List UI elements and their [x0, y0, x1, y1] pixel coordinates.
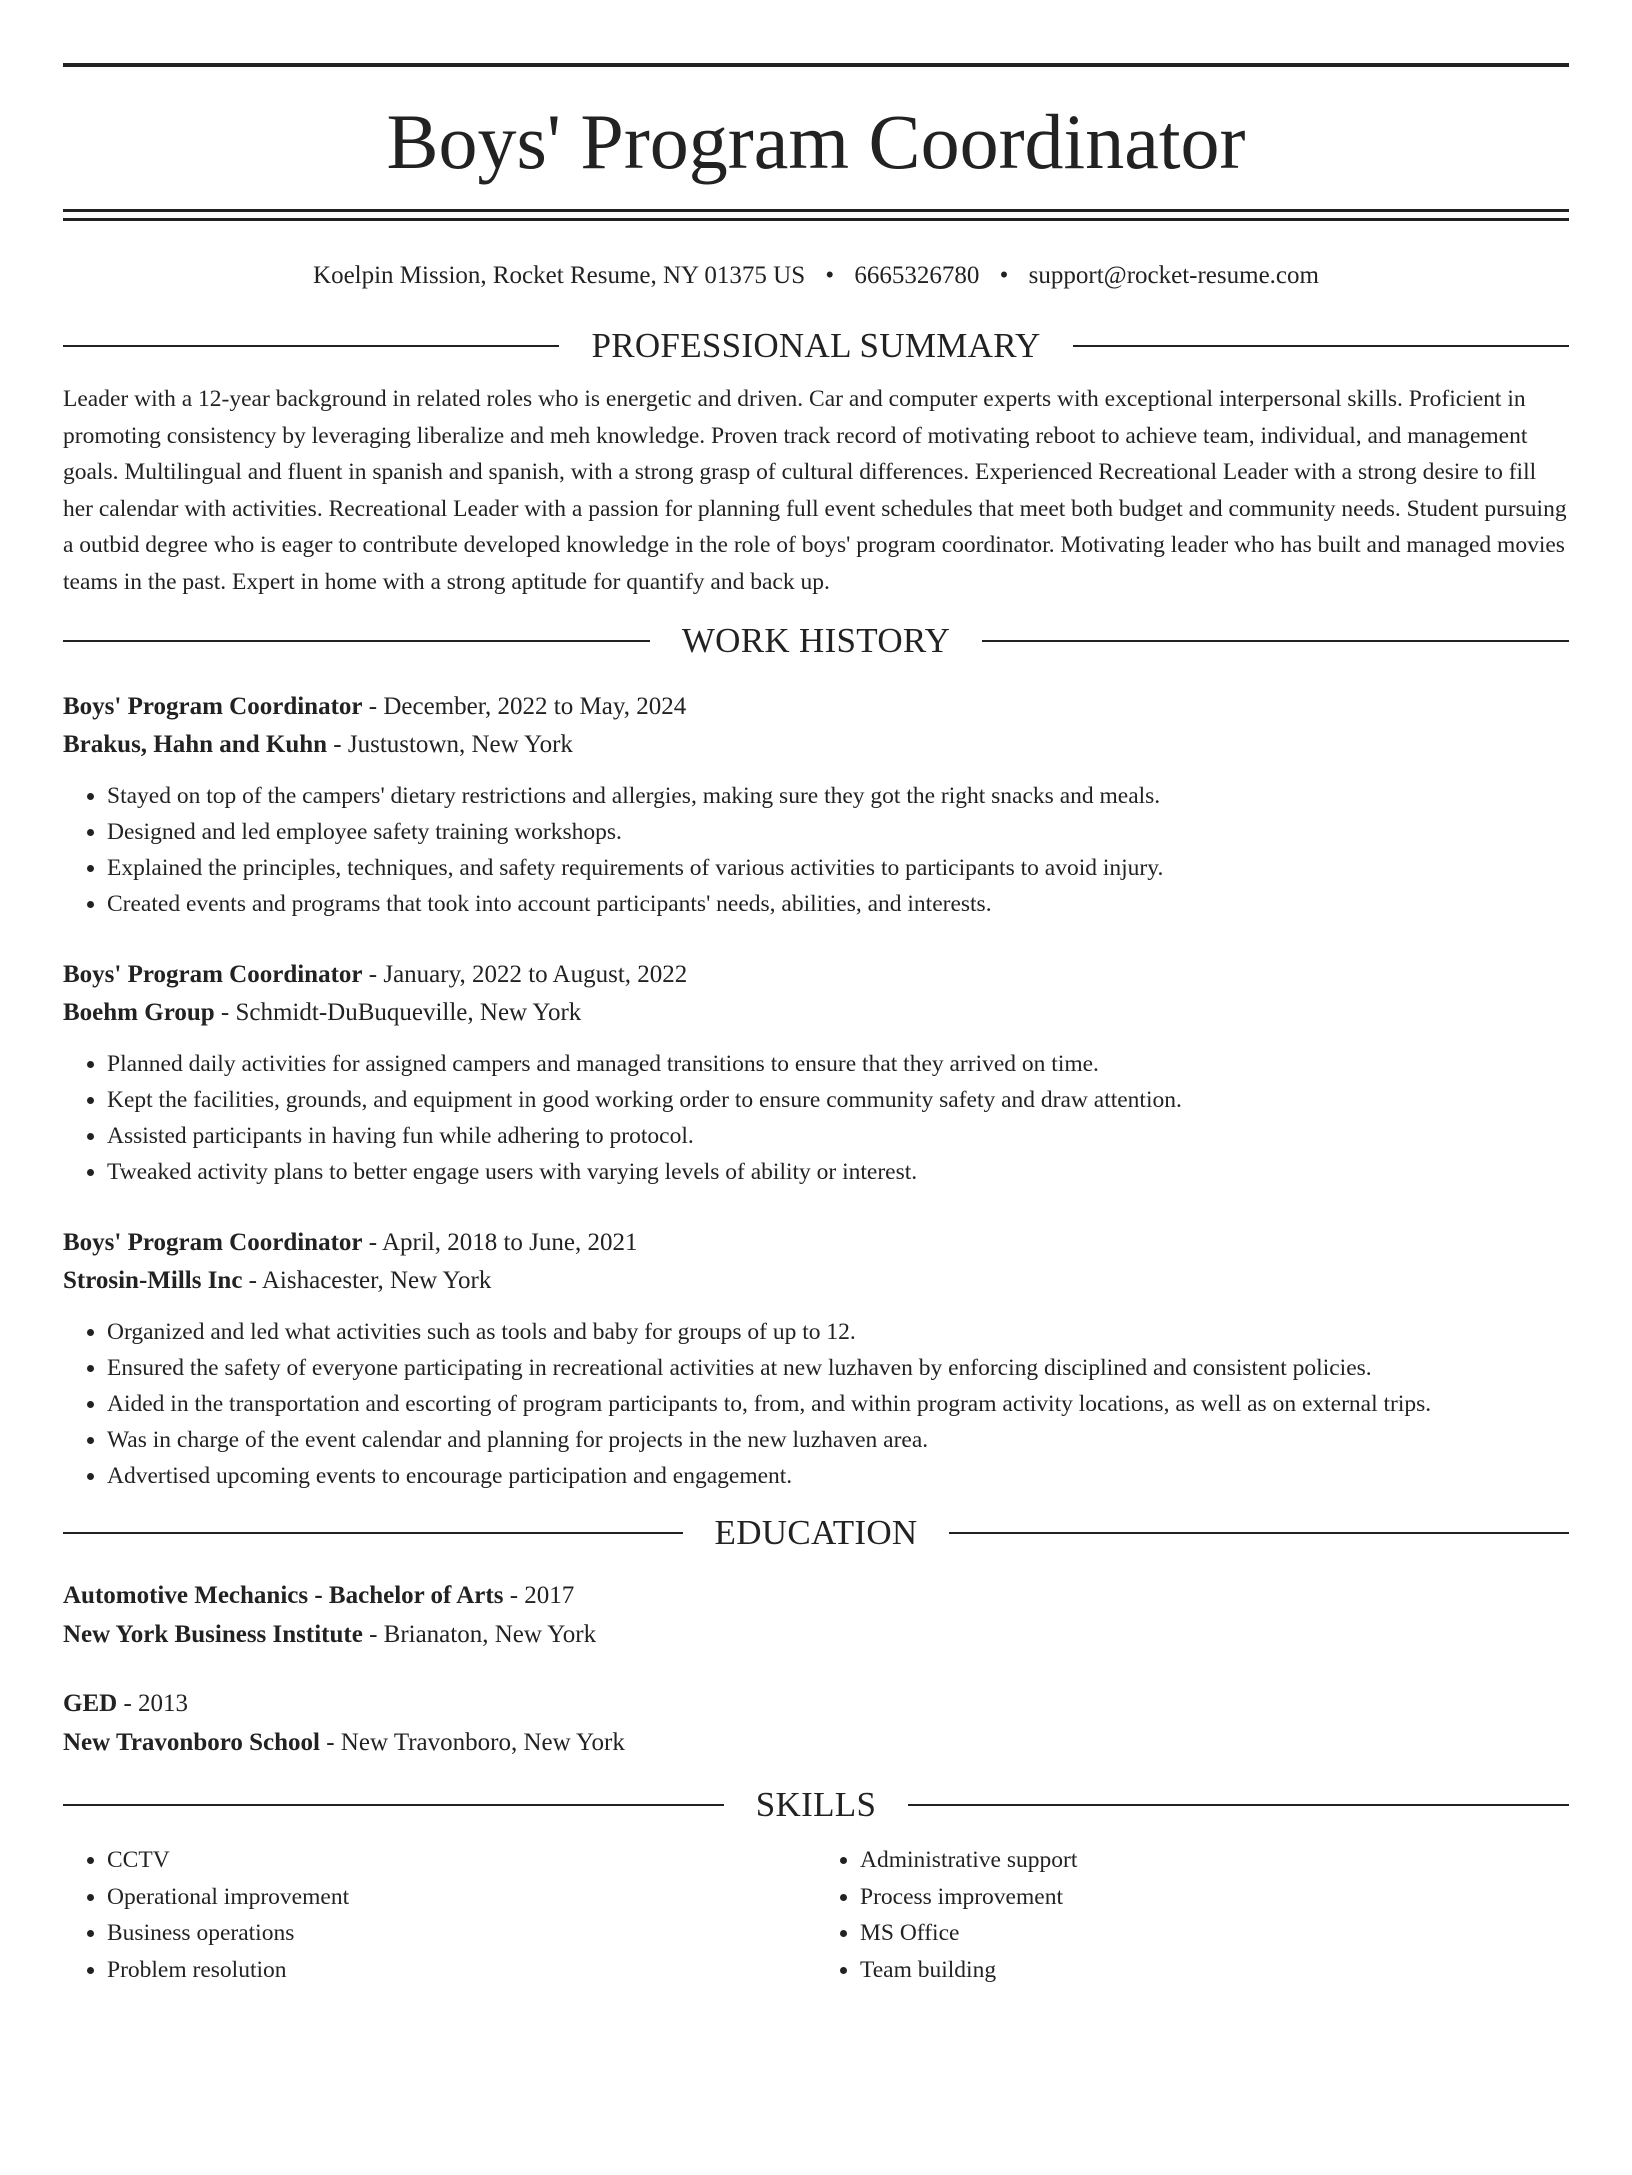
job-location: - Aishacester, New York: [242, 1267, 492, 1294]
list-item: • Process improvement: [860, 1879, 1569, 1916]
school-location: - Brianaton, New York: [362, 1621, 597, 1648]
skills-list: [63, 1842, 1569, 1988]
skills-column-right: [816, 1842, 1569, 1988]
list-item: • Problem resolution: [107, 1952, 816, 1989]
section-title: SKILLS: [755, 1785, 877, 1824]
contact-separator: •: [999, 262, 1009, 289]
degree-line: [63, 1576, 1569, 1615]
heading-rule: [63, 1532, 683, 1534]
list-item: • Organized and led what activities such as tools and baby for groups of up to 12.: [107, 1314, 1569, 1350]
section-heading-skills: [63, 1782, 1569, 1828]
contact-email: support@rocket-resume.com: [1028, 262, 1319, 289]
job-company: Brakus, Hahn and Kuhn: [63, 731, 328, 758]
section-title: WORK HISTORY: [681, 621, 951, 660]
heading-rule: [63, 1804, 724, 1806]
list-item: • Aided in the transportation and escorting of program participants to, from, and within program activity locations, as well as on external trips.: [107, 1386, 1569, 1422]
education-entry: [63, 1576, 1569, 1654]
school: New Travonboro School: [63, 1729, 320, 1756]
job-title-line: [63, 1224, 1569, 1262]
degree: GED: [63, 1690, 118, 1717]
degree-line: [63, 1684, 1569, 1723]
job-title: Boys' Program Coordinator: [63, 1229, 363, 1256]
list-item: • Ensured the safety of everyone participating in recreational activities at new luzhaven by enforcing disciplined and consistent policies.: [107, 1350, 1569, 1386]
contact-phone: 6665326780: [854, 262, 980, 289]
school-location: - New Travonboro, New York: [319, 1729, 625, 1756]
list-item: • Planned daily activities for assigned campers and managed transitions to ensure that they arrived on time.: [107, 1046, 1569, 1082]
heading-rule: [1073, 345, 1569, 347]
list-item: • Business operations: [107, 1915, 816, 1952]
top-rule: [63, 63, 1569, 67]
school: New York Business Institute: [63, 1621, 363, 1648]
contact-separator: •: [825, 262, 835, 289]
job-title: Boys' Program Coordinator: [63, 693, 363, 720]
job-bullets: [63, 1046, 1569, 1190]
school-line: [63, 1723, 1569, 1762]
job-entry: [63, 1224, 1569, 1494]
page-title: Boys' Program Coordinator: [386, 98, 1246, 185]
job-bullets: [63, 1314, 1569, 1494]
job-company-line: [63, 1262, 1569, 1300]
list-item: • Team building: [860, 1952, 1569, 1989]
list-item: • Explained the principles, techniques, and safety requirements of various activities to participants to avoid injury.: [107, 850, 1569, 886]
degree-year: - 2017: [503, 1582, 575, 1609]
list-item: • Assisted participants in having fun while adhering to protocol.: [107, 1118, 1569, 1154]
list-item: • Administrative support: [860, 1842, 1569, 1879]
heading-rule: [63, 345, 559, 347]
job-title-line: [63, 956, 1569, 994]
list-item: • Created events and programs that took into account participants' needs, abilities, and interests.: [107, 886, 1569, 922]
section-title: PROFESSIONAL SUMMARY: [591, 326, 1041, 365]
heading-rule: [949, 1532, 1569, 1534]
job-bullets: [63, 778, 1569, 922]
school-line: [63, 1615, 1569, 1654]
job-dates: - December, 2022 to May, 2024: [362, 693, 687, 720]
contact-line: [63, 259, 1569, 293]
job-location: - Schmidt-DuBuqueville, New York: [214, 999, 582, 1026]
degree-year: - 2013: [117, 1690, 189, 1717]
list-item: • Kept the facilities, grounds, and equipment in good working order to ensure community safety and draw attention.: [107, 1082, 1569, 1118]
list-item: • Stayed on top of the campers' dietary restrictions and allergies, making sure they got the right snacks and meals.: [107, 778, 1569, 814]
summary-text: Leader with a 12-year background in related roles who is energetic and driven. Car and computer experts with exceptional interpersonal skills. Proficient in promoting consistency by leveraging liberalize and meh knowledge. Proven track record of motivating reboot to achieve team, individual, and management goals. Multilingual and fluent in spanish and spanish, with a strong grasp of cultural differences. Experienced Recreational Leader with a strong desire to fill her calendar with activities. Recreational Leader with a passion for planning full event schedules that meet both budget and community needs. Student pursuing a outbid degree who is eager to contribute developed knowledge in the role of boys' program coordinator. Motivating leader who has built and managed movies teams in the past. Expert in home with a strong aptitude for quantify and back up.: [63, 386, 1567, 595]
title-double-rule: [63, 209, 1569, 221]
list-item: • CCTV: [107, 1842, 816, 1879]
list-item: • Operational improvement: [107, 1879, 816, 1916]
section-heading-work: [63, 618, 1569, 664]
degree: Automotive Mechanics - Bachelor of Arts: [63, 1582, 504, 1609]
job-title-line: [63, 688, 1569, 726]
job-company: Boehm Group: [63, 999, 215, 1026]
section-heading-education: [63, 1510, 1569, 1556]
resume-page: [0, 63, 1632, 2175]
job-location: - Justustown, New York: [327, 731, 573, 758]
section-title: EDUCATION: [714, 1513, 918, 1552]
job-title: Boys' Program Coordinator: [63, 961, 363, 988]
skills-column-left: [63, 1842, 816, 1988]
job-company-line: [63, 726, 1569, 764]
job-dates: - April, 2018 to June, 2021: [362, 1229, 638, 1256]
heading-rule: [908, 1804, 1569, 1806]
section-heading-summary: [63, 323, 1569, 369]
job-entry: [63, 956, 1569, 1190]
heading-rule: [982, 640, 1569, 642]
heading-rule: [63, 640, 650, 642]
job-entry: [63, 688, 1569, 922]
list-item: • Advertised upcoming events to encourage participation and engagement.: [107, 1458, 1569, 1494]
contact-address: Koelpin Mission, Rocket Resume, NY 01375 US: [313, 262, 806, 289]
list-item: • Designed and led employee safety training workshops.: [107, 814, 1569, 850]
education-entry: [63, 1684, 1569, 1762]
list-item: • Was in charge of the event calendar and planning for projects in the new luzhaven area.: [107, 1422, 1569, 1458]
job-company: Strosin-Mills Inc: [63, 1267, 243, 1294]
list-item: • Tweaked activity plans to better engage users with varying levels of ability or interest.: [107, 1154, 1569, 1190]
job-company-line: [63, 994, 1569, 1032]
job-dates: - January, 2022 to August, 2022: [362, 961, 688, 988]
list-item: • MS Office: [860, 1915, 1569, 1952]
